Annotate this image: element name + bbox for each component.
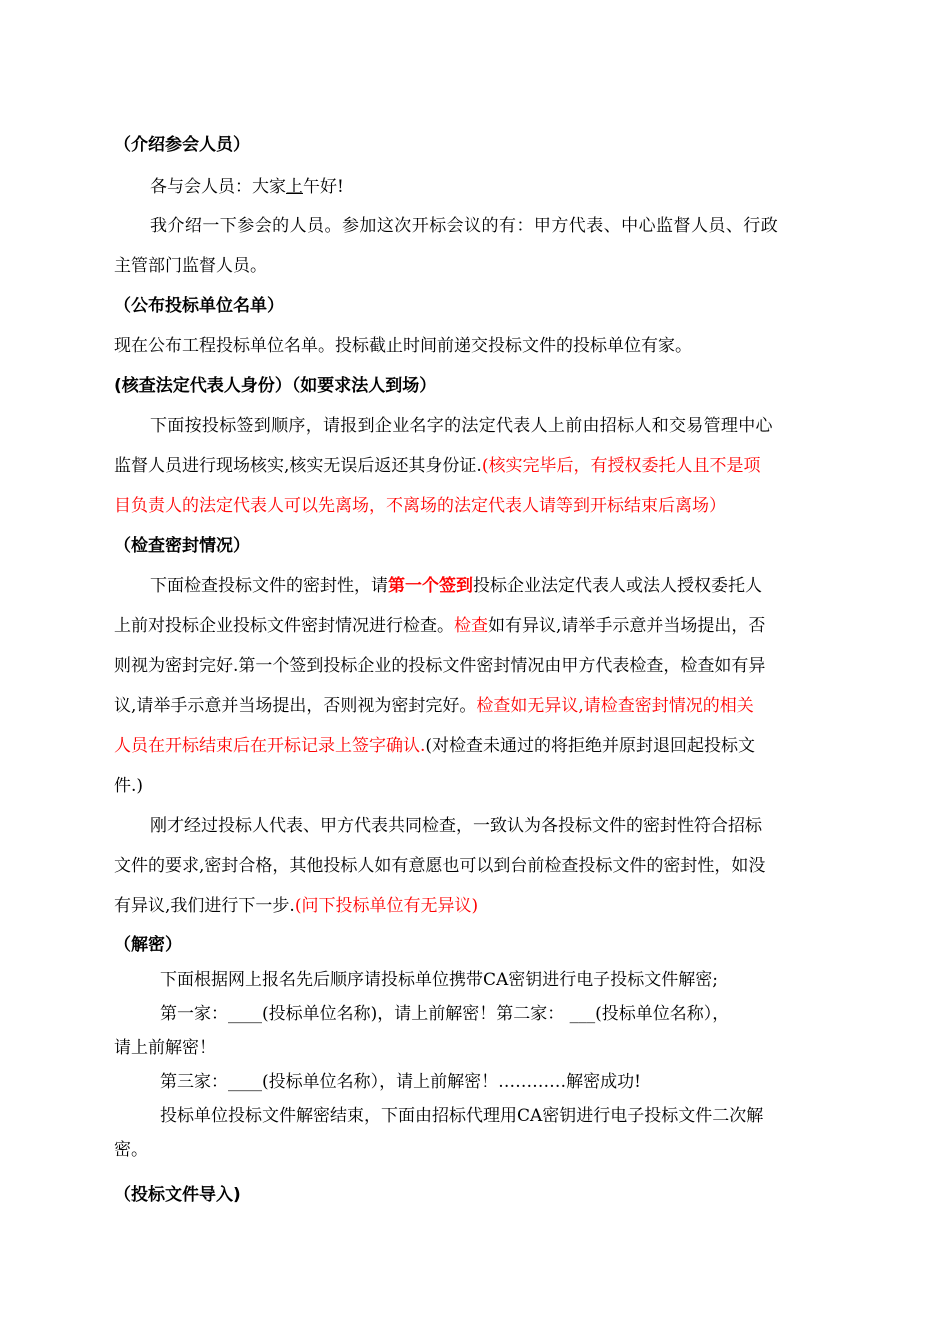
seal-l9-red: (问下投标单位有无异议)	[294, 896, 479, 916]
heading-import-bid-files: （投标文件导入)	[114, 1185, 241, 1205]
seal-l1-red-bold: 第一个签到	[388, 576, 473, 596]
seal-l2-a: 上前对投标企业投标文件密封情况进行检查。	[114, 616, 454, 636]
verify-paragraph-line2	[114, 451, 760, 476]
seal-l2-red: 检查	[454, 616, 488, 636]
heading-decrypt: （解密）	[114, 935, 182, 955]
heading-check-seal: （检查密封情况）	[114, 536, 250, 556]
seal-l1-b: 投标企业法定代表人或法人授权委托人	[473, 576, 762, 596]
seal-line1	[150, 571, 762, 596]
verify-note-red-a: (核实完毕后，有授权委托人且不是项	[481, 456, 761, 476]
heading-introduce-attendees: （介绍参会人员）	[114, 135, 250, 155]
seal-line3: 则视为密封完好.第一个签到投标企业的投标文件密封情况由甲方代表检查，检查如有异	[114, 656, 766, 676]
seal-l2-b: 如有异议,请举手示意并当场提出，否	[488, 616, 766, 636]
greeting-paragraph	[150, 172, 344, 197]
decrypt-line1: 下面根据网上报名先后顺序请投标单位携带CA密钥进行电子投标文件解密;	[160, 970, 719, 990]
greeting-text-a: 各与会人员：大家	[150, 177, 286, 197]
decrypt-line4: 第三家：____(投标单位名称），请上前解密！…………解密成功!	[160, 1072, 641, 1092]
seal-l9-a: 有异议,我们进行下一步.	[114, 896, 295, 916]
heading-verify-legal-representative: (核查法定代表人身份）（如要求法人到场）	[114, 376, 437, 396]
attendees-paragraph-line2: 主管部门监督人员。	[114, 256, 267, 276]
seal-line9	[114, 891, 478, 916]
seal-l4-a: 议,请举手示意并当场提出，否则视为密封完好。	[114, 696, 477, 716]
attendees-paragraph-line1: 我介绍一下参会的人员。参加这次开标会议的有：甲方代表、中心监督人员、行政	[150, 216, 779, 236]
seal-line4	[114, 691, 754, 716]
seal-l5-red: 人员在开标结束后在开标记录上签字确认.	[114, 736, 426, 756]
verify-text-black: 监督人员进行现场核实,核实无误后返还其身份证.	[114, 456, 482, 476]
seal-l5-b: (对检查未通过的将拒绝并原封退回起投标文	[425, 736, 756, 756]
verify-paragraph-line1: 下面按投标签到顺序，请报到企业名字的法定代表人上前由招标人和交易管理中心	[150, 416, 773, 436]
decrypt-line2: 第一家：____(投标单位名称)，请上前解密！第二家： ___(投标单位名称），	[160, 1004, 730, 1024]
decrypt-line6: 密。	[114, 1140, 148, 1160]
seal-line6: 件.)	[114, 776, 144, 796]
seal-l1-a: 下面检查投标文件的密封性，请	[150, 576, 388, 596]
verify-note-red-b: 目负责人的法定代表人可以先离场，不离场的法定代表人请等到开标结束后离场）	[114, 496, 726, 516]
seal-line5	[114, 731, 755, 756]
greeting-text-underlined: 上	[286, 177, 303, 197]
decrypt-line5: 投标单位投标文件解密结束，下面由招标代理用CA密钥进行电子投标文件二次解	[160, 1106, 764, 1126]
heading-publish-bidders: （公布投标单位名单）	[114, 296, 284, 316]
seal-line2	[114, 611, 765, 636]
decrypt-line3: 请上前解密！	[114, 1038, 216, 1058]
publish-paragraph: 现在公布工程投标单位名单。投标截止时间前递交投标文件的投标单位有家。	[114, 336, 692, 356]
seal-line8: 文件的要求,密封合格，其他投标人如有意愿也可以到台前检查投标文件的密封性，如没	[114, 856, 766, 876]
seal-l4-red: 检查如无异议,请检查密封情况的相关	[476, 696, 754, 716]
seal-line7: 刚才经过投标人代表、甲方代表共同检查，一致认为各投标文件的密封性符合招标	[150, 816, 762, 836]
greeting-text-b: 午好!	[303, 177, 344, 197]
